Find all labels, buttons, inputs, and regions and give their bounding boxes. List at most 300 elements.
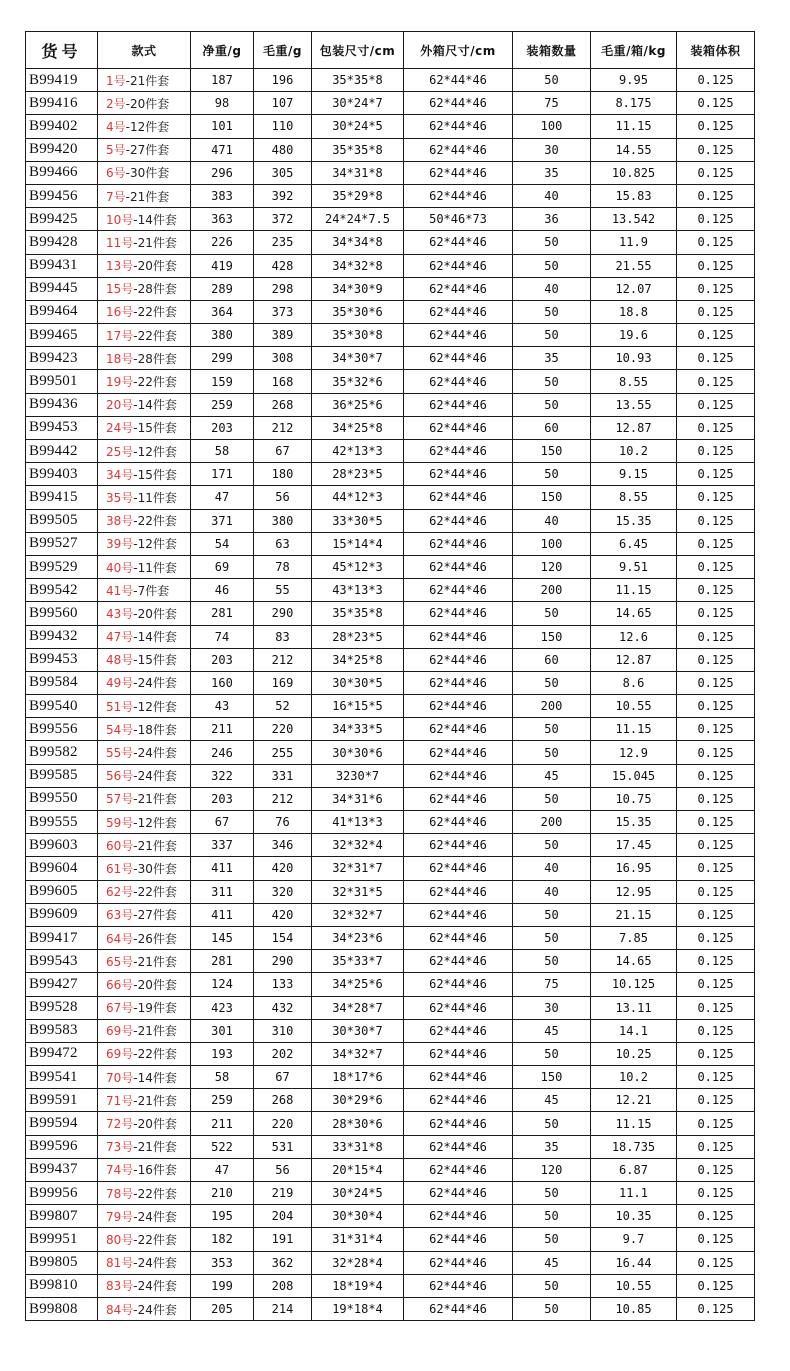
style-number: 55号 bbox=[106, 746, 134, 761]
cell-code: B99591 bbox=[26, 1089, 98, 1112]
cell-package-size: 34*32*8 bbox=[312, 254, 404, 277]
cell-style bbox=[98, 486, 191, 509]
cell-code: B99437 bbox=[26, 1158, 98, 1181]
cell-carton-volume: 0.125 bbox=[677, 1205, 755, 1228]
table-row bbox=[26, 764, 755, 787]
cell-code: B99541 bbox=[26, 1066, 98, 1089]
cell-gross-weight: 208 bbox=[254, 1274, 312, 1297]
cell-carton-weight: 17.45 bbox=[591, 834, 677, 857]
cell-package-size: 18*17*6 bbox=[312, 1066, 404, 1089]
header-style: 款式 bbox=[98, 32, 191, 69]
style-number: 62号 bbox=[106, 885, 134, 900]
cell-pack-qty: 60 bbox=[513, 648, 591, 671]
cell-carton-weight: 10.2 bbox=[591, 1066, 677, 1089]
cell-carton-weight: 11.15 bbox=[591, 1112, 677, 1135]
table-row bbox=[26, 1066, 755, 1089]
style-number: 56号 bbox=[106, 769, 134, 784]
cell-carton-volume: 0.125 bbox=[677, 555, 755, 578]
cell-package-size: 30*24*5 bbox=[312, 1182, 404, 1205]
style-set-count: -22件套 bbox=[133, 885, 177, 900]
cell-package-size: 28*30*6 bbox=[312, 1112, 404, 1135]
cell-carton-volume: 0.125 bbox=[677, 1251, 755, 1274]
cell-package-size: 31*31*4 bbox=[312, 1228, 404, 1251]
style-number: 11号 bbox=[106, 235, 134, 250]
cell-carton-volume: 0.125 bbox=[677, 811, 755, 834]
table-row bbox=[26, 1228, 755, 1251]
style-number: 67号 bbox=[106, 1001, 134, 1016]
cell-style bbox=[98, 92, 191, 115]
cell-net-weight: 58 bbox=[191, 440, 254, 463]
cell-net-weight: 210 bbox=[191, 1182, 254, 1205]
cell-code: B99555 bbox=[26, 811, 98, 834]
cell-net-weight: 203 bbox=[191, 648, 254, 671]
cell-gross-weight: 196 bbox=[254, 69, 312, 92]
cell-style bbox=[98, 231, 191, 254]
table-row bbox=[26, 950, 755, 973]
cell-code: B99472 bbox=[26, 1042, 98, 1065]
cell-net-weight: 203 bbox=[191, 787, 254, 810]
style-number: 40号 bbox=[106, 560, 134, 575]
style-number: 83号 bbox=[106, 1279, 134, 1294]
cell-style bbox=[98, 950, 191, 973]
style-set-count: -22件套 bbox=[133, 305, 177, 320]
style-set-count: -21件套 bbox=[133, 1024, 177, 1039]
cell-package-size: 35*30*8 bbox=[312, 324, 404, 347]
cell-package-size: 34*23*6 bbox=[312, 926, 404, 949]
cell-gross-weight: 392 bbox=[254, 184, 312, 207]
style-number: 70号 bbox=[106, 1070, 134, 1085]
cell-style bbox=[98, 1251, 191, 1274]
cell-package-size: 41*13*3 bbox=[312, 811, 404, 834]
cell-carton-weight: 18.8 bbox=[591, 300, 677, 323]
cell-code: B99427 bbox=[26, 973, 98, 996]
cell-carton-volume: 0.125 bbox=[677, 787, 755, 810]
cell-carton-size: 62*44*46 bbox=[404, 602, 513, 625]
cell-gross-weight: 202 bbox=[254, 1042, 312, 1065]
style-set-count: -14件套 bbox=[133, 630, 177, 645]
cell-carton-weight: 12.6 bbox=[591, 625, 677, 648]
cell-carton-size: 62*44*46 bbox=[404, 1089, 513, 1112]
cell-net-weight: 289 bbox=[191, 277, 254, 300]
cell-pack-qty: 75 bbox=[513, 92, 591, 115]
cell-gross-weight: 373 bbox=[254, 300, 312, 323]
cell-gross-weight: 420 bbox=[254, 857, 312, 880]
style-set-count: -21件套 bbox=[133, 235, 177, 250]
cell-gross-weight: 76 bbox=[254, 811, 312, 834]
cell-package-size: 28*23*5 bbox=[312, 463, 404, 486]
cell-carton-volume: 0.125 bbox=[677, 1274, 755, 1297]
cell-code: B99604 bbox=[26, 857, 98, 880]
cell-gross-weight: 420 bbox=[254, 903, 312, 926]
cell-pack-qty: 50 bbox=[513, 1228, 591, 1251]
cell-carton-size: 62*44*46 bbox=[404, 69, 513, 92]
cell-net-weight: 54 bbox=[191, 532, 254, 555]
cell-style bbox=[98, 138, 191, 161]
cell-carton-weight: 12.95 bbox=[591, 880, 677, 903]
cell-carton-weight: 11.15 bbox=[591, 579, 677, 602]
style-set-count: -22件套 bbox=[133, 328, 177, 343]
cell-carton-size: 62*44*46 bbox=[404, 184, 513, 207]
cell-pack-qty: 45 bbox=[513, 764, 591, 787]
cell-code: B99464 bbox=[26, 300, 98, 323]
cell-carton-size: 62*44*46 bbox=[404, 1042, 513, 1065]
cell-carton-size: 62*44*46 bbox=[404, 115, 513, 138]
cell-net-weight: 522 bbox=[191, 1135, 254, 1158]
cell-code: B99453 bbox=[26, 416, 98, 439]
cell-carton-volume: 0.125 bbox=[677, 1297, 755, 1320]
style-set-count: -28件套 bbox=[133, 282, 177, 297]
cell-package-size: 44*12*3 bbox=[312, 486, 404, 509]
cell-net-weight: 383 bbox=[191, 184, 254, 207]
cell-gross-weight: 219 bbox=[254, 1182, 312, 1205]
cell-style bbox=[98, 555, 191, 578]
style-set-count: -26件套 bbox=[133, 931, 177, 946]
cell-style bbox=[98, 1205, 191, 1228]
cell-style bbox=[98, 926, 191, 949]
cell-carton-size: 62*44*46 bbox=[404, 254, 513, 277]
cell-style bbox=[98, 1182, 191, 1205]
cell-carton-size: 62*44*46 bbox=[404, 834, 513, 857]
style-set-count: -21件套 bbox=[125, 73, 170, 88]
cell-pack-qty: 100 bbox=[513, 532, 591, 555]
style-set-count: -15件套 bbox=[133, 653, 177, 668]
style-set-count: -24件套 bbox=[133, 746, 177, 761]
cell-gross-weight: 212 bbox=[254, 416, 312, 439]
cell-pack-qty: 150 bbox=[513, 440, 591, 463]
table-row bbox=[26, 324, 755, 347]
style-number: 63号 bbox=[106, 908, 134, 923]
cell-net-weight: 145 bbox=[191, 926, 254, 949]
cell-code: B99423 bbox=[26, 347, 98, 370]
cell-pack-qty: 50 bbox=[513, 671, 591, 694]
cell-code: B99436 bbox=[26, 393, 98, 416]
cell-package-size: 18*19*4 bbox=[312, 1274, 404, 1297]
cell-style bbox=[98, 463, 191, 486]
cell-carton-volume: 0.125 bbox=[677, 741, 755, 764]
cell-package-size: 24*24*7.5 bbox=[312, 208, 404, 231]
cell-pack-qty: 50 bbox=[513, 741, 591, 764]
cell-carton-weight: 19.6 bbox=[591, 324, 677, 347]
style-number: 60号 bbox=[106, 838, 134, 853]
table-row bbox=[26, 1274, 755, 1297]
cell-package-size: 45*12*3 bbox=[312, 555, 404, 578]
cell-pack-qty: 200 bbox=[513, 579, 591, 602]
cell-package-size: 32*28*4 bbox=[312, 1251, 404, 1274]
cell-net-weight: 205 bbox=[191, 1297, 254, 1320]
cell-pack-qty: 50 bbox=[513, 1297, 591, 1320]
cell-style bbox=[98, 1228, 191, 1251]
cell-carton-weight: 7.85 bbox=[591, 926, 677, 949]
cell-carton-weight: 11.1 bbox=[591, 1182, 677, 1205]
cell-package-size: 34*33*5 bbox=[312, 718, 404, 741]
table-row bbox=[26, 996, 755, 1019]
cell-carton-volume: 0.125 bbox=[677, 532, 755, 555]
cell-carton-weight: 10.55 bbox=[591, 1274, 677, 1297]
cell-pack-qty: 60 bbox=[513, 416, 591, 439]
table-row bbox=[26, 184, 755, 207]
cell-carton-size: 62*44*46 bbox=[404, 161, 513, 184]
cell-carton-size: 62*44*46 bbox=[404, 555, 513, 578]
style-set-count: -20件套 bbox=[133, 977, 177, 992]
cell-carton-volume: 0.125 bbox=[677, 1066, 755, 1089]
cell-carton-volume: 0.125 bbox=[677, 69, 755, 92]
header-carton-size: 外箱尺寸/cm bbox=[404, 32, 513, 69]
table-row bbox=[26, 1042, 755, 1065]
style-number: 80号 bbox=[106, 1232, 134, 1247]
cell-carton-size: 62*44*46 bbox=[404, 857, 513, 880]
cell-package-size: 34*25*8 bbox=[312, 648, 404, 671]
style-number: 57号 bbox=[106, 792, 134, 807]
cell-pack-qty: 45 bbox=[513, 1251, 591, 1274]
cell-carton-weight: 15.045 bbox=[591, 764, 677, 787]
cell-package-size: 3230*7 bbox=[312, 764, 404, 787]
cell-pack-qty: 50 bbox=[513, 370, 591, 393]
cell-style bbox=[98, 208, 191, 231]
cell-pack-qty: 50 bbox=[513, 254, 591, 277]
cell-carton-weight: 14.65 bbox=[591, 602, 677, 625]
cell-carton-size: 62*44*46 bbox=[404, 1251, 513, 1274]
cell-style bbox=[98, 602, 191, 625]
table-row bbox=[26, 811, 755, 834]
cell-carton-size: 62*44*46 bbox=[404, 695, 513, 718]
cell-gross-weight: 168 bbox=[254, 370, 312, 393]
cell-pack-qty: 35 bbox=[513, 1135, 591, 1158]
cell-carton-weight: 12.07 bbox=[591, 277, 677, 300]
cell-code: B99453 bbox=[26, 648, 98, 671]
header-row bbox=[26, 32, 755, 69]
style-set-count: -15件套 bbox=[133, 421, 177, 436]
cell-carton-size: 50*46*73 bbox=[404, 208, 513, 231]
cell-carton-volume: 0.125 bbox=[677, 184, 755, 207]
cell-code: B99807 bbox=[26, 1205, 98, 1228]
style-set-count: -12件套 bbox=[125, 119, 170, 134]
cell-code: B99605 bbox=[26, 880, 98, 903]
cell-carton-weight: 10.75 bbox=[591, 787, 677, 810]
cell-code: B99428 bbox=[26, 231, 98, 254]
cell-carton-volume: 0.125 bbox=[677, 138, 755, 161]
cell-carton-volume: 0.125 bbox=[677, 208, 755, 231]
cell-carton-volume: 0.125 bbox=[677, 1042, 755, 1065]
product-spec-table bbox=[25, 31, 755, 1321]
cell-gross-weight: 110 bbox=[254, 115, 312, 138]
cell-gross-weight: 52 bbox=[254, 695, 312, 718]
cell-pack-qty: 150 bbox=[513, 625, 591, 648]
cell-style bbox=[98, 393, 191, 416]
cell-pack-qty: 200 bbox=[513, 811, 591, 834]
cell-carton-volume: 0.125 bbox=[677, 277, 755, 300]
style-set-count: -22件套 bbox=[133, 375, 177, 390]
cell-package-size: 35*32*6 bbox=[312, 370, 404, 393]
cell-carton-weight: 14.55 bbox=[591, 138, 677, 161]
cell-code: B99596 bbox=[26, 1135, 98, 1158]
style-number: 47号 bbox=[106, 630, 134, 645]
table-row bbox=[26, 741, 755, 764]
cell-package-size: 34*30*7 bbox=[312, 347, 404, 370]
cell-carton-size: 62*44*46 bbox=[404, 1019, 513, 1042]
table-row bbox=[26, 416, 755, 439]
table-row bbox=[26, 1297, 755, 1320]
cell-code: B99582 bbox=[26, 741, 98, 764]
cell-style bbox=[98, 370, 191, 393]
style-number: 84号 bbox=[106, 1302, 134, 1317]
cell-carton-volume: 0.125 bbox=[677, 1089, 755, 1112]
cell-style bbox=[98, 509, 191, 532]
style-number: 24号 bbox=[106, 421, 134, 436]
cell-code: B99431 bbox=[26, 254, 98, 277]
cell-style bbox=[98, 1297, 191, 1320]
cell-carton-volume: 0.125 bbox=[677, 161, 755, 184]
style-number: 7号 bbox=[106, 189, 126, 204]
cell-carton-size: 62*44*46 bbox=[404, 811, 513, 834]
table-row bbox=[26, 393, 755, 416]
table-row bbox=[26, 138, 755, 161]
cell-carton-volume: 0.125 bbox=[677, 416, 755, 439]
table-row bbox=[26, 1158, 755, 1181]
style-set-count: -14件套 bbox=[133, 398, 177, 413]
cell-style bbox=[98, 1158, 191, 1181]
style-number: 16号 bbox=[106, 305, 134, 320]
cell-carton-size: 62*44*46 bbox=[404, 741, 513, 764]
cell-pack-qty: 50 bbox=[513, 1274, 591, 1297]
cell-pack-qty: 36 bbox=[513, 208, 591, 231]
style-set-count: -28件套 bbox=[133, 351, 177, 366]
cell-net-weight: 363 bbox=[191, 208, 254, 231]
cell-style bbox=[98, 648, 191, 671]
cell-gross-weight: 428 bbox=[254, 254, 312, 277]
cell-carton-size: 62*44*46 bbox=[404, 324, 513, 347]
header-carton-weight: 毛重/箱/kg bbox=[591, 32, 677, 69]
cell-carton-weight: 10.25 bbox=[591, 1042, 677, 1065]
style-set-count: -30件套 bbox=[125, 166, 170, 181]
table-row bbox=[26, 857, 755, 880]
cell-package-size: 34*28*7 bbox=[312, 996, 404, 1019]
cell-pack-qty: 40 bbox=[513, 509, 591, 532]
header-carton-volume: 装箱体积 bbox=[677, 32, 755, 69]
cell-carton-size: 62*44*46 bbox=[404, 1182, 513, 1205]
cell-package-size: 32*31*5 bbox=[312, 880, 404, 903]
cell-package-size: 20*15*4 bbox=[312, 1158, 404, 1181]
table-row bbox=[26, 347, 755, 370]
cell-carton-volume: 0.125 bbox=[677, 324, 755, 347]
cell-pack-qty: 100 bbox=[513, 115, 591, 138]
cell-carton-weight: 9.7 bbox=[591, 1228, 677, 1251]
style-set-count: -15件套 bbox=[133, 467, 177, 482]
cell-code: B99445 bbox=[26, 277, 98, 300]
style-number: 49号 bbox=[106, 676, 134, 691]
style-set-count: -18件套 bbox=[133, 722, 177, 737]
cell-carton-weight: 14.65 bbox=[591, 950, 677, 973]
cell-carton-weight: 12.87 bbox=[591, 416, 677, 439]
cell-carton-size: 62*44*46 bbox=[404, 764, 513, 787]
cell-carton-size: 62*44*46 bbox=[404, 718, 513, 741]
table-row bbox=[26, 671, 755, 694]
table-row bbox=[26, 926, 755, 949]
cell-carton-size: 62*44*46 bbox=[404, 1135, 513, 1158]
cell-net-weight: 353 bbox=[191, 1251, 254, 1274]
cell-carton-volume: 0.125 bbox=[677, 1112, 755, 1135]
cell-code: B99425 bbox=[26, 208, 98, 231]
cell-pack-qty: 40 bbox=[513, 880, 591, 903]
style-number: 73号 bbox=[106, 1140, 134, 1155]
cell-gross-weight: 214 bbox=[254, 1297, 312, 1320]
cell-package-size: 34*31*8 bbox=[312, 161, 404, 184]
table-row bbox=[26, 1019, 755, 1042]
cell-carton-volume: 0.125 bbox=[677, 973, 755, 996]
cell-carton-volume: 0.125 bbox=[677, 625, 755, 648]
cell-carton-weight: 11.9 bbox=[591, 231, 677, 254]
cell-style bbox=[98, 857, 191, 880]
style-number: 78号 bbox=[106, 1186, 134, 1201]
cell-carton-size: 62*44*46 bbox=[404, 1228, 513, 1251]
cell-style bbox=[98, 741, 191, 764]
cell-net-weight: 69 bbox=[191, 555, 254, 578]
cell-gross-weight: 320 bbox=[254, 880, 312, 903]
table-row bbox=[26, 463, 755, 486]
table-row bbox=[26, 834, 755, 857]
cell-style bbox=[98, 416, 191, 439]
cell-carton-weight: 18.735 bbox=[591, 1135, 677, 1158]
cell-pack-qty: 50 bbox=[513, 1112, 591, 1135]
table-row bbox=[26, 300, 755, 323]
cell-net-weight: 419 bbox=[191, 254, 254, 277]
cell-carton-weight: 10.125 bbox=[591, 973, 677, 996]
style-set-count: -16件套 bbox=[133, 1163, 177, 1178]
style-set-count: -7件套 bbox=[133, 583, 170, 598]
style-set-count: -22件套 bbox=[133, 1186, 177, 1201]
cell-gross-weight: 180 bbox=[254, 463, 312, 486]
cell-style bbox=[98, 347, 191, 370]
cell-gross-weight: 133 bbox=[254, 973, 312, 996]
cell-carton-weight: 12.9 bbox=[591, 741, 677, 764]
cell-carton-volume: 0.125 bbox=[677, 926, 755, 949]
cell-carton-volume: 0.125 bbox=[677, 764, 755, 787]
cell-gross-weight: 204 bbox=[254, 1205, 312, 1228]
cell-net-weight: 74 bbox=[191, 625, 254, 648]
cell-pack-qty: 50 bbox=[513, 69, 591, 92]
cell-pack-qty: 120 bbox=[513, 555, 591, 578]
cell-pack-qty: 45 bbox=[513, 1019, 591, 1042]
cell-package-size: 35*29*8 bbox=[312, 184, 404, 207]
cell-package-size: 30*24*7 bbox=[312, 92, 404, 115]
table-row bbox=[26, 1112, 755, 1135]
cell-gross-weight: 298 bbox=[254, 277, 312, 300]
cell-carton-size: 62*44*46 bbox=[404, 926, 513, 949]
cell-package-size: 35*35*8 bbox=[312, 602, 404, 625]
cell-net-weight: 380 bbox=[191, 324, 254, 347]
cell-carton-weight: 16.95 bbox=[591, 857, 677, 880]
cell-carton-size: 62*44*46 bbox=[404, 486, 513, 509]
cell-code: B99584 bbox=[26, 671, 98, 694]
cell-net-weight: 322 bbox=[191, 764, 254, 787]
cell-carton-volume: 0.125 bbox=[677, 1135, 755, 1158]
cell-carton-volume: 0.125 bbox=[677, 1158, 755, 1181]
cell-style bbox=[98, 1066, 191, 1089]
cell-code: B99603 bbox=[26, 834, 98, 857]
table-row bbox=[26, 602, 755, 625]
style-set-count: -12件套 bbox=[133, 699, 177, 714]
cell-carton-weight: 16.44 bbox=[591, 1251, 677, 1274]
table-row bbox=[26, 1205, 755, 1228]
cell-carton-weight: 12.87 bbox=[591, 648, 677, 671]
cell-package-size: 28*23*5 bbox=[312, 625, 404, 648]
cell-pack-qty: 150 bbox=[513, 1066, 591, 1089]
style-set-count: -14件套 bbox=[133, 1070, 177, 1085]
cell-net-weight: 124 bbox=[191, 973, 254, 996]
cell-style bbox=[98, 161, 191, 184]
style-set-count: -24件套 bbox=[133, 1279, 177, 1294]
table-row bbox=[26, 1251, 755, 1274]
cell-style bbox=[98, 69, 191, 92]
